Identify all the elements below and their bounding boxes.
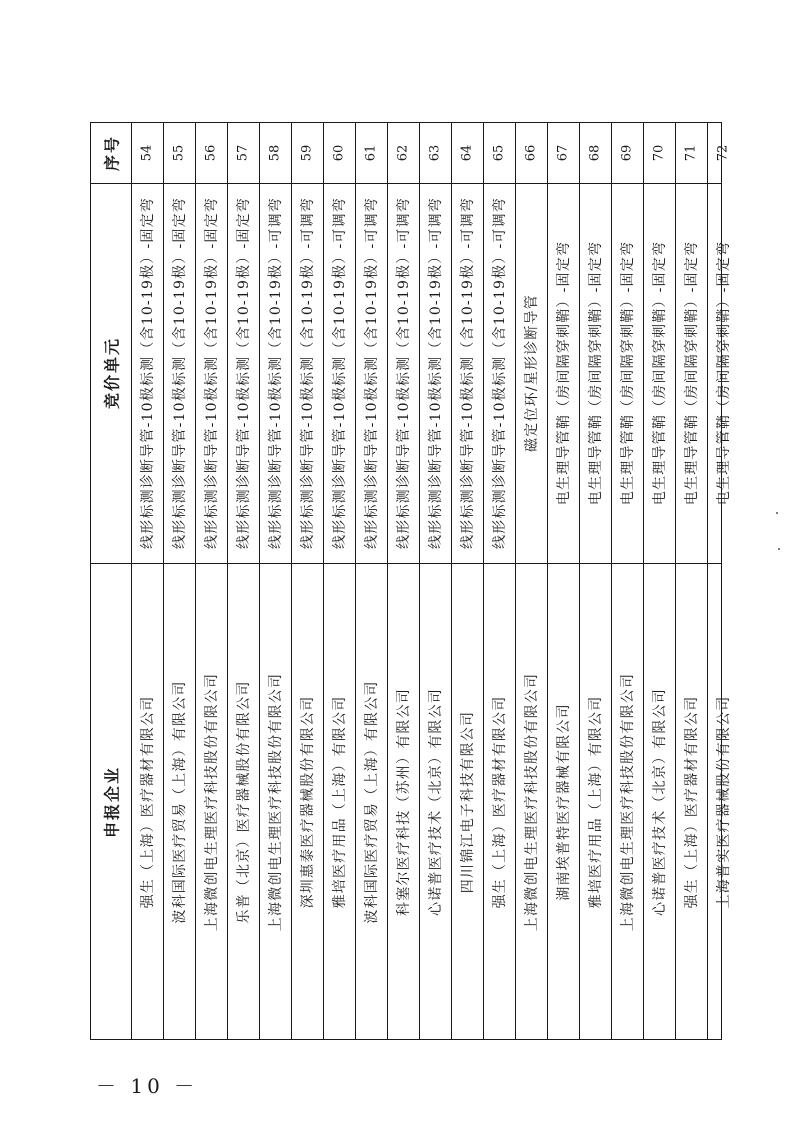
row-bid-unit [515, 183, 547, 563]
row-company-text: 上海普实医疗器械股份有限公司 [716, 695, 732, 909]
row-bid-unit-text: 线形标测诊断导管-10极标测（含10-19极）-可调弯 [300, 196, 316, 550]
row-bid-unit [675, 183, 707, 563]
row-bid-unit-text: 磁定位环/星形诊断导管 [524, 294, 540, 452]
row-seq-text: 59 [299, 144, 315, 162]
row-bid-unit-text: 线形标测诊断导管-10极标测（含10-19极）-固定弯 [236, 196, 252, 550]
row-company-text: 深圳惠泰医疗器械股份有限公司 [300, 695, 316, 909]
row-company-text: 强生（上海）医疗器材有限公司 [492, 695, 508, 909]
row-seq-text: 61 [363, 144, 379, 162]
row-bid-unit [483, 183, 515, 563]
row-seq-text: 65 [491, 144, 507, 162]
row-seq-text: 60 [331, 144, 347, 162]
row-seq [483, 123, 515, 183]
row-bid-unit-text: 线形标测诊断导管-10极标测（含10-19极）-固定弯 [140, 196, 156, 550]
row-company-text: 强生（上海）医疗器材有限公司 [684, 695, 700, 909]
row-company-text: 科塞尔医疗科技（苏州）有限公司 [396, 688, 412, 916]
row-seq-text: 58 [267, 144, 283, 162]
row-seq [131, 123, 163, 183]
row-seq-text: 72 [715, 144, 731, 162]
row-company [323, 563, 355, 1041]
row-company [675, 563, 707, 1041]
row-bid-unit [387, 183, 419, 563]
row-seq [451, 123, 483, 183]
row-seq [579, 123, 611, 183]
row-company [419, 563, 451, 1041]
row-bid-unit-text: 电生理导管鞘（房间隔穿刺鞘）-固定弯 [684, 240, 700, 506]
header-unit [91, 183, 131, 563]
row-bid-unit-text: 线形标测诊断导管-10极标测（含10-19极）-可调弯 [396, 196, 412, 550]
scan-speck [776, 512, 778, 514]
row-seq [707, 123, 739, 183]
row-seq [291, 123, 323, 183]
row-bid-unit [419, 183, 451, 563]
row-seq [643, 123, 675, 183]
row-company [259, 563, 291, 1041]
row-bid-unit-text: 电生理导管鞘（房间隔穿刺鞘）-固定弯 [716, 240, 732, 506]
row-seq [195, 123, 227, 183]
row-bid-unit-text: 线形标测诊断导管-10极标测（含10-19极）-固定弯 [204, 196, 220, 550]
row-company [611, 563, 643, 1041]
row-bid-unit-text: 线形标测诊断导管-10极标测（含10-19极）-固定弯 [172, 196, 188, 550]
row-seq-text: 71 [683, 144, 699, 162]
row-company-text: 四川锦江电子科技有限公司 [460, 710, 476, 894]
row-company [515, 563, 547, 1041]
row-company [643, 563, 675, 1041]
row-bid-unit [323, 183, 355, 563]
row-company [195, 563, 227, 1041]
row-seq-text: 70 [651, 144, 667, 162]
row-seq-text: 69 [619, 144, 635, 162]
row-seq-text: 62 [395, 144, 411, 162]
row-company [131, 563, 163, 1041]
header-seq-label: 序号 [102, 134, 122, 172]
row-seq [227, 123, 259, 183]
row-company [355, 563, 387, 1041]
row-seq [323, 123, 355, 183]
row-company [227, 563, 259, 1041]
row-company-text: 上海微创电生理医疗科技股份有限公司 [524, 672, 540, 932]
row-seq [387, 123, 419, 183]
row-seq [259, 123, 291, 183]
row-bid-unit [547, 183, 579, 563]
row-bid-unit-text: 线形标测诊断导管-10极标测（含10-19极）-可调弯 [492, 196, 508, 550]
row-bid-unit [579, 183, 611, 563]
row-company-text: 雅培医疗用品（上海）有限公司 [332, 695, 348, 909]
row-company-text: 强生（上海）医疗器材有限公司 [140, 695, 156, 909]
row-company-text: 上海微创电生理医疗科技股份有限公司 [204, 672, 220, 932]
row-bid-unit-text: 线形标测诊断导管-10极标测（含10-19极）-可调弯 [460, 196, 476, 550]
row-company-text: 心诺普医疗技术（北京）有限公司 [652, 688, 668, 916]
row-company-text: 上海微创电生理医疗科技股份有限公司 [620, 672, 636, 932]
row-company [451, 563, 483, 1041]
row-company [163, 563, 195, 1041]
row-bid-unit-text: 线形标测诊断导管-10极标测（含10-19极）-可调弯 [428, 196, 444, 550]
row-seq [419, 123, 451, 183]
row-company [483, 563, 515, 1041]
row-seq [163, 123, 195, 183]
row-seq [355, 123, 387, 183]
row-seq-text: 68 [587, 144, 603, 162]
row-company [547, 563, 579, 1041]
row-seq [611, 123, 643, 183]
header-seq [91, 123, 131, 183]
row-seq-text: 66 [523, 144, 539, 162]
row-bid-unit-text: 电生理导管鞘（房间隔穿刺鞘）-固定弯 [652, 240, 668, 506]
row-seq-text: 56 [203, 144, 219, 162]
row-bid-unit-text: 线形标测诊断导管-10极标测（含10-19极）-可调弯 [268, 196, 284, 550]
row-bid-unit [707, 183, 739, 563]
row-seq-text: 55 [171, 144, 187, 162]
row-company-text: 湖南埃普特医疗器械有限公司 [556, 703, 572, 901]
row-company-text: 雅培医疗用品（上海）有限公司 [588, 695, 604, 909]
row-seq [675, 123, 707, 183]
row-seq-text: 63 [427, 144, 443, 162]
row-seq-text: 54 [139, 144, 155, 162]
row-company-text: 乐普（北京）医疗器械股份有限公司 [236, 680, 252, 924]
bid-unit-table [90, 122, 732, 1040]
scan-speck [778, 548, 780, 550]
row-company-text: 波科国际医疗贸易（上海）有限公司 [364, 680, 380, 924]
row-bid-unit [163, 183, 195, 563]
row-company [387, 563, 419, 1041]
row-company [707, 563, 739, 1041]
header-unit-label: 竞价单元 [102, 336, 122, 410]
row-bid-unit [611, 183, 643, 563]
row-bid-unit [131, 183, 163, 563]
row-bid-unit [195, 183, 227, 563]
row-company-text: 波科国际医疗贸易（上海）有限公司 [172, 680, 188, 924]
row-company-text: 心诺普医疗技术（北京）有限公司 [428, 688, 444, 916]
row-bid-unit [355, 183, 387, 563]
row-bid-unit-text: 线形标测诊断导管-10极标测（含10-19极）-可调弯 [332, 196, 348, 550]
row-seq [515, 123, 547, 183]
row-bid-unit [259, 183, 291, 563]
row-seq-text: 67 [555, 144, 571, 162]
row-bid-unit-text: 电生理导管鞘（房间隔穿刺鞘）-固定弯 [588, 240, 604, 506]
row-seq [547, 123, 579, 183]
page-number: － 10 － [96, 1074, 199, 1098]
row-seq-text: 64 [459, 144, 475, 162]
row-bid-unit [643, 183, 675, 563]
row-bid-unit [451, 183, 483, 563]
header-company [91, 563, 131, 1041]
row-bid-unit-text: 电生理导管鞘（房间隔穿刺鞘）-固定弯 [556, 240, 572, 506]
row-bid-unit-text: 线形标测诊断导管-10极标测（含10-19极）-可调弯 [364, 196, 380, 550]
row-bid-unit [291, 183, 323, 563]
row-bid-unit [227, 183, 259, 563]
row-seq-text: 57 [235, 144, 251, 162]
row-bid-unit-text: 电生理导管鞘（房间隔穿刺鞘）-固定弯 [620, 240, 636, 506]
row-company [579, 563, 611, 1041]
header-company-label: 申报企业 [102, 765, 122, 839]
row-company [291, 563, 323, 1041]
row-company-text: 上海微创电生理医疗科技股份有限公司 [268, 672, 284, 932]
